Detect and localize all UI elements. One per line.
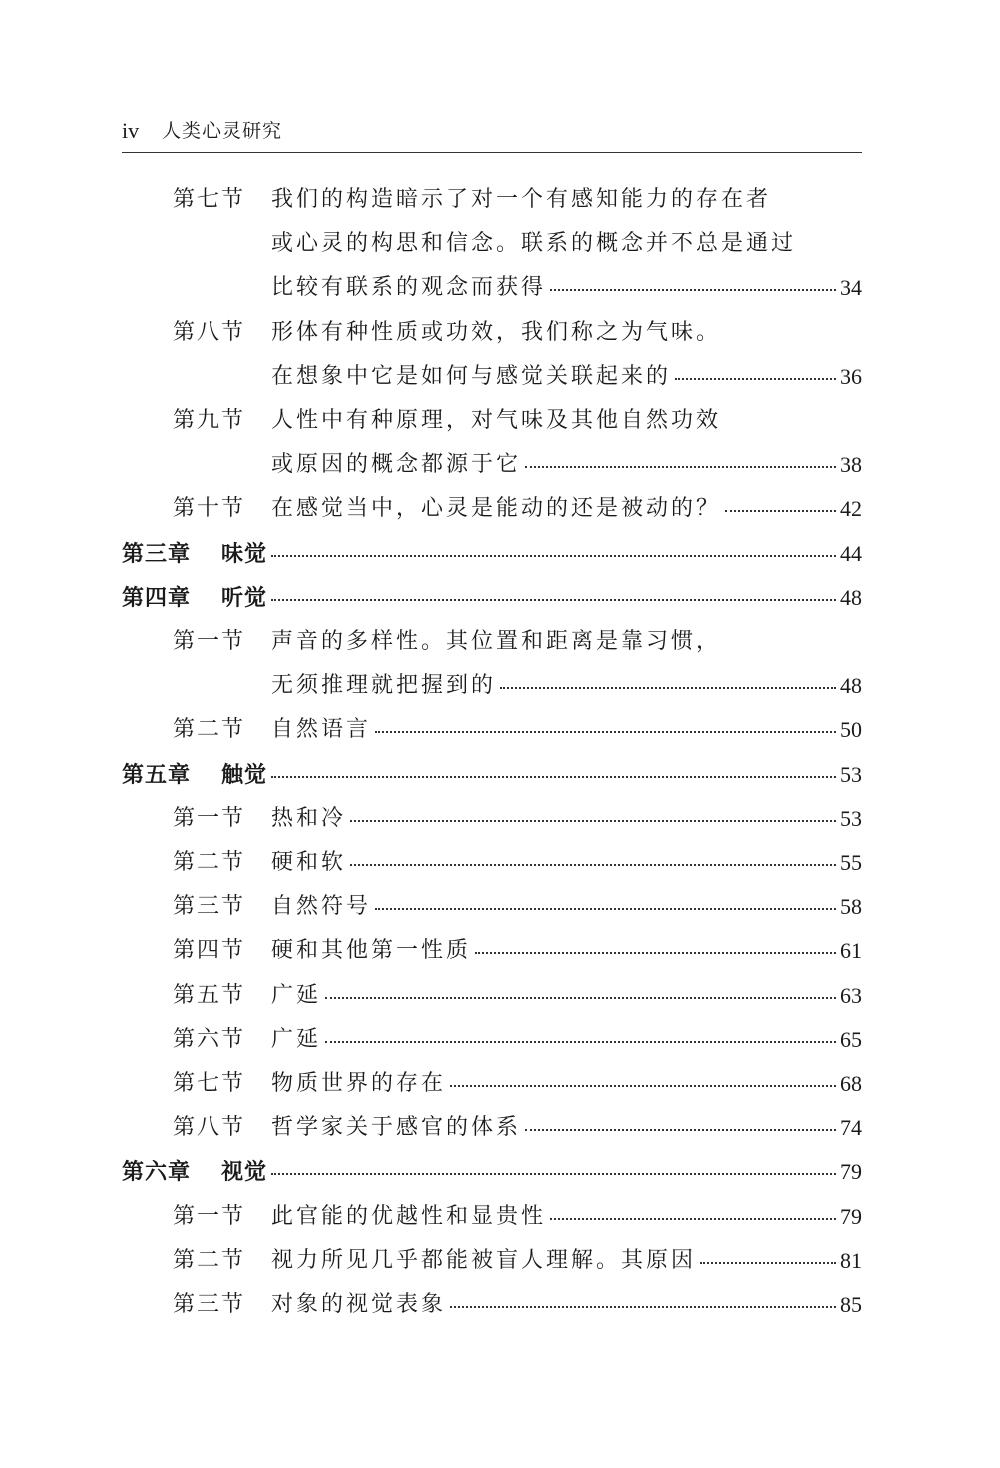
toc-entry-text-line: 或原因的概念都源于它 (271, 452, 522, 478)
toc-entry-text-line: 对象的视觉表象 (271, 1292, 447, 1317)
toc-leader-line (271, 1066, 862, 1102)
toc-entry-text-line: 形体有种性质或功效，我们称之为气味。 (271, 319, 722, 345)
toc-leader-line (271, 845, 862, 881)
toc-entry-text-line: 人性中有种原理，对气味及其他自然功效 (271, 408, 722, 433)
chapter-label: 第五章 (122, 761, 192, 788)
dot-leader (325, 995, 836, 999)
page-number: 79 (840, 1159, 862, 1185)
section-label: 第一节 (173, 1203, 246, 1229)
page-number: 53 (840, 805, 862, 831)
page-number: 38 (840, 452, 862, 478)
dot-leader (700, 1260, 836, 1264)
toc-leader-line (271, 1110, 862, 1146)
toc-entry-text-line: 硬和软 (271, 850, 347, 875)
dot-leader (375, 906, 836, 910)
page-number: 44 (840, 540, 862, 566)
page-number: 79 (840, 1203, 862, 1229)
section-label: 第二节 (173, 1247, 246, 1273)
toc-leader-line (271, 889, 862, 925)
dot-leader (375, 729, 836, 733)
page-number: 65 (840, 1026, 862, 1052)
header-book-title: 人类心灵研究 (162, 120, 283, 142)
toc-entry-text-line: 广延 (271, 982, 322, 1008)
page-number: 81 (840, 1247, 862, 1273)
section-label: 第七节 (173, 187, 246, 212)
page-number: 42 (840, 496, 862, 522)
dot-leader (271, 1171, 836, 1175)
page-number: 61 (840, 938, 862, 964)
toc-entry-text-line: 物质世界的存在 (271, 1071, 447, 1096)
toc-leader-line (271, 447, 862, 483)
toc-leader-line (221, 757, 862, 793)
toc-leader-line (271, 1243, 862, 1279)
section-label: 第五节 (173, 982, 246, 1008)
section-label: 第九节 (173, 408, 246, 433)
page-number: 36 (840, 363, 862, 389)
dot-leader (350, 862, 836, 866)
dot-leader (450, 1304, 836, 1308)
dot-leader (475, 950, 836, 954)
page-number: 48 (840, 673, 862, 699)
section-label: 第一节 (173, 805, 246, 831)
toc-leader-line (271, 270, 862, 306)
toc-entry-text-line: 哲学家关于感官的体系 (271, 1115, 522, 1141)
dot-leader (350, 818, 836, 822)
header-page-number: iv (122, 118, 140, 143)
dot-leader (500, 685, 836, 689)
toc-leader-line (271, 1022, 862, 1058)
toc-leader-line (271, 933, 862, 969)
page-number: 55 (840, 850, 862, 875)
section-label: 第四节 (173, 938, 246, 964)
page-number: 85 (840, 1292, 862, 1317)
page-number: 63 (840, 982, 862, 1008)
toc-entry-text-line: 视力所见几乎都能被盲人理解。其原因 (271, 1247, 697, 1273)
section-label: 第一节 (173, 629, 246, 654)
dot-leader (271, 774, 836, 778)
toc-entry-text-line: 无须推理就把握到的 (271, 673, 497, 699)
toc-leader-line (271, 491, 862, 527)
dot-leader (271, 553, 836, 557)
dot-leader (550, 1216, 836, 1220)
page-number: 68 (840, 1071, 862, 1096)
section-label: 第二节 (173, 717, 246, 743)
toc-leader-line (221, 536, 862, 572)
chapter-title: 触觉 (221, 761, 268, 788)
toc-entry-text-line: 在想象中它是如何与感觉关联起来的 (271, 363, 672, 389)
toc-leader-line (271, 359, 862, 395)
dot-leader (725, 508, 836, 512)
section-label: 第二节 (173, 850, 246, 875)
toc-leader-line (271, 978, 862, 1014)
section-label: 第八节 (173, 319, 246, 345)
dot-leader (325, 1039, 836, 1043)
dot-leader (525, 1127, 836, 1131)
toc-entry-text-line: 广延 (271, 1026, 322, 1052)
page-number: 53 (840, 761, 862, 787)
toc-entry-text-line: 硬和其他第一性质 (271, 938, 472, 964)
toc-leader-line (221, 580, 862, 616)
toc-leader-line (271, 712, 862, 748)
toc-leader-line (271, 1287, 862, 1323)
chapter-title: 视觉 (221, 1159, 268, 1186)
toc-entry-text-line: 自然符号 (271, 894, 372, 920)
chapter-label: 第四章 (122, 584, 192, 611)
toc-entry-text-line: 我们的构造暗示了对一个有感知能力的存在者 (271, 187, 772, 212)
toc-entry-text-line: 比较有联系的观念而获得 (271, 275, 547, 301)
chapter-title: 听觉 (221, 584, 268, 611)
toc-entry-text-line: 热和冷 (271, 805, 347, 831)
section-label: 第八节 (173, 1115, 246, 1141)
toc-entry-text-line: 声音的多样性。其位置和距离是靠习惯， (271, 629, 722, 654)
dot-leader (271, 597, 836, 601)
toc-entry-text-line: 在感觉当中，心灵是能动的还是被动的？ (271, 496, 722, 522)
chapter-label: 第六章 (122, 1159, 192, 1186)
dot-leader (450, 1083, 836, 1087)
section-label: 第三节 (173, 894, 246, 920)
toc-entry-text-line: 自然语言 (271, 717, 372, 743)
dot-leader (550, 287, 836, 291)
section-label: 第七节 (173, 1071, 246, 1096)
toc-entry-text-line: 或心灵的构思和信念。联系的概念并不总是通过 (271, 231, 797, 257)
section-label: 第三节 (173, 1292, 246, 1317)
toc-entry-text-line: 此官能的优越性和显贵性 (271, 1203, 547, 1229)
page-number: 48 (840, 584, 862, 610)
toc-leader-line (221, 1154, 862, 1190)
page-number: 74 (840, 1115, 862, 1141)
toc-leader-line (271, 801, 862, 837)
page-number: 58 (840, 894, 862, 920)
page-number: 34 (840, 275, 862, 301)
page-number: 50 (840, 717, 862, 743)
section-label: 第十节 (173, 496, 246, 522)
dot-leader (525, 464, 836, 468)
section-label: 第六节 (173, 1026, 246, 1052)
toc-leader-line (271, 1199, 862, 1235)
toc-leader-line (271, 668, 862, 704)
dot-leader (675, 376, 836, 380)
chapter-label: 第三章 (122, 540, 192, 567)
chapter-title: 味觉 (221, 540, 268, 567)
